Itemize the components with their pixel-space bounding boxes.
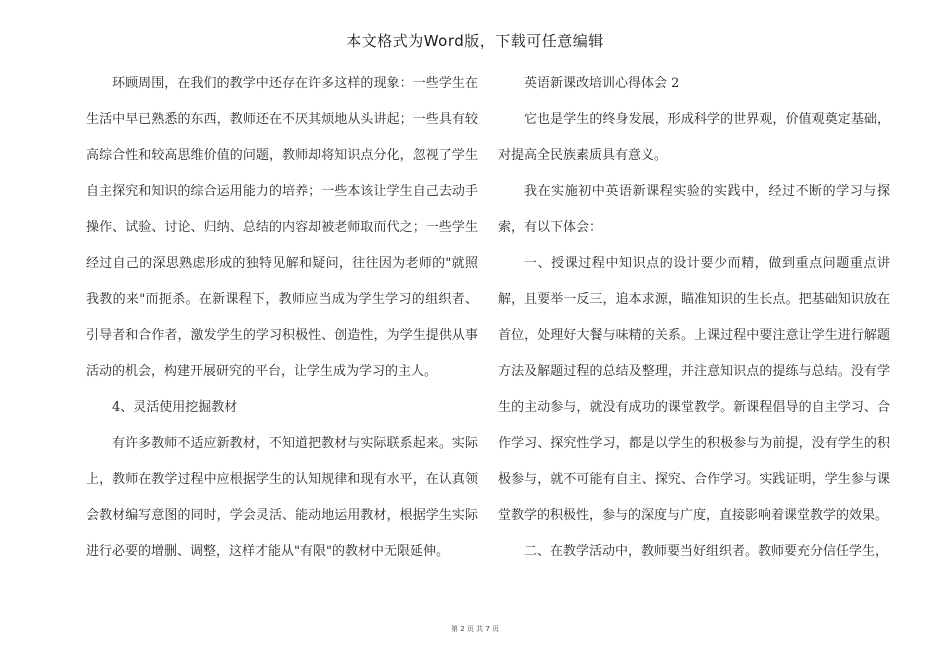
page-number-footer: 第 2 页 共 7 页 (450, 625, 500, 633)
left-paragraph-1: 环顾周围，在我们的教学中还存在许多这样的现象：一些学生在生活中早已熟悉的东西，教师还在不厌其烦地从头讲起；一些具有较高综合性和较高思维价值的问题，教师却将知识点分化，忽视了学生自主探究和知识的综合运用能力的培养；一些本该让学生自己去动手操作、试验、讨论、归纳、总结的内容却被老师取而代之；一些学生经过自己的深思熟虑形成的独特见解和疑问，往往因为老师的"就照我教的来"而扼杀。在新课程下，教师应当成为学生学习的组织者、引导者和合作者，激发学生的学习积极性、创造性，为学生提供从事活动的机会，构建开展研究的平台，让学生成为学习的主人。 (86, 76, 478, 379)
article-title: 英语新课改培训心得体会 2 (524, 76, 680, 91)
document-header-title: 本文格式为Word版，下载可任意编辑 (346, 32, 604, 50)
right-text-column (498, 66, 890, 570)
left-paragraph-2: 有许多教师不适应新教材，不知道把教材与实际联系起来。实际上，教师在教学过程中应根据学生的认知规律和现有水平，在认真领会教材编写意图的同时，学会灵活、能动地运用教材，根据学生实际进行必要的增删、调整，这样才能从"有限"的教材中无限延伸。 (86, 436, 478, 559)
left-text-column (86, 66, 478, 570)
right-paragraph-4: 二、在教学活动中，教师要当好组织者。教师要充分信任学生， (524, 544, 889, 559)
right-paragraph-2: 我在实施初中英语新课程实验的实践中，经过不断的学习与探索，有以下体会： (498, 184, 890, 235)
right-paragraph-3: 一、授课过程中知识点的设计要少而精，做到重点问题重点讲解，且要举一反三，追本求源，瞄准知识的生长点。把基础知识放在首位，处理好大餐与味精的关系。上课过程中要注意让学生进行解题方法及解题过程的总结及整理，并注意知识点的提练与总结。没有学生的主动参与，就没有成功的课堂教学。新课程倡导的自主学习、合作学习、探究性学习，都是以学生的积极参与为前提，没有学生的积极参与，就不可能有自主、探究、合作学习。实践证明，学生参与课堂教学的积极性，参与的深度与广度，直接影响着课堂教学的效果。 (498, 256, 890, 523)
section-heading-4: 4、灵活使用挖掘教材 (112, 400, 238, 415)
right-paragraph-1: 它也是学生的终身发展，形成科学的世界观，价值观奠定基础，对提高全民族素质具有意义。 (498, 112, 890, 163)
